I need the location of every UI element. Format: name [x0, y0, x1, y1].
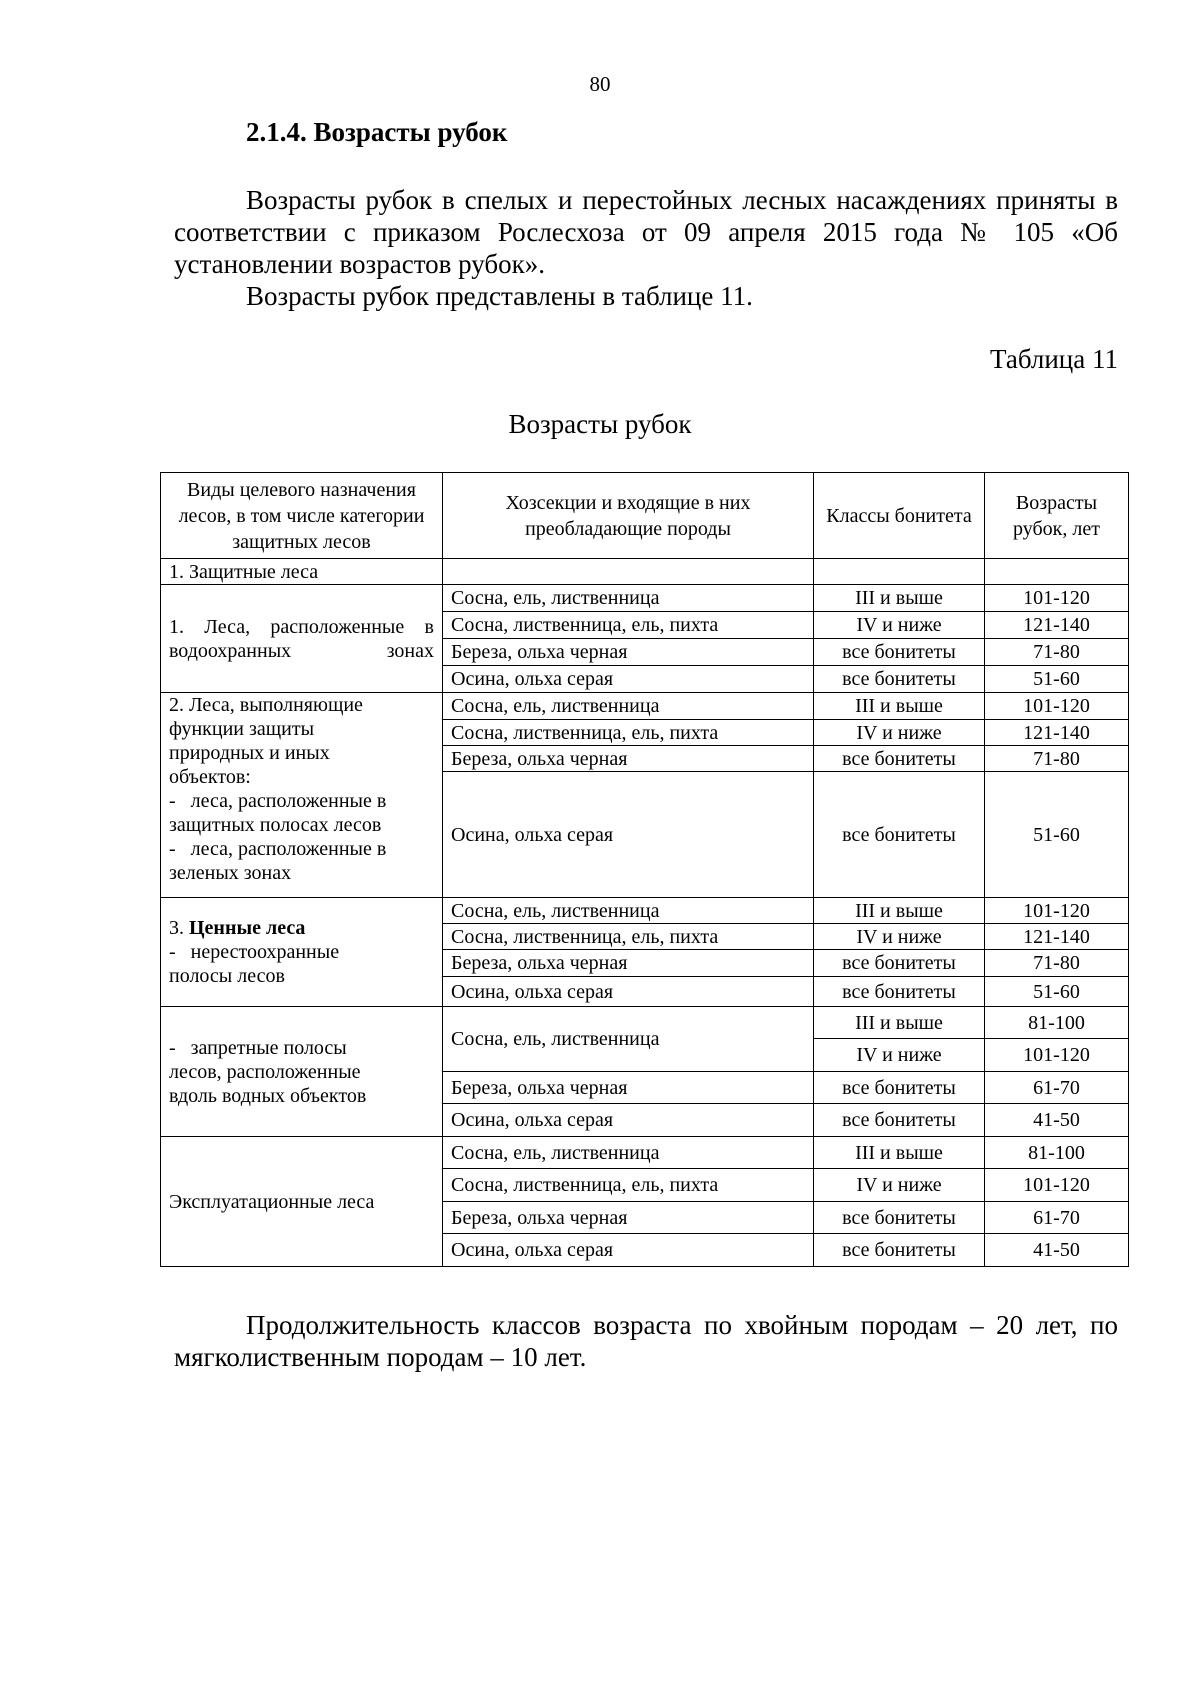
site-class-cell: III и выше — [814, 585, 985, 612]
age-cell: 71-80 — [985, 950, 1129, 977]
site-class-cell: III и выше — [814, 1137, 985, 1169]
age-cell: 41-50 — [985, 1104, 1129, 1137]
age-cell: 71-80 — [985, 746, 1129, 772]
table-row — [161, 693, 1129, 720]
category-forbidden-strips: - запретные полосы лесов, расположенные вдоль водных объектов — [161, 1007, 443, 1137]
site-class-cell: III и выше — [814, 1007, 985, 1039]
site-class-cell: IV и ниже — [814, 924, 985, 950]
species-cell: Сосна, ель, лиственница — [443, 1007, 814, 1072]
section-heading: 2.1.4. Возрасты рубок — [246, 117, 508, 147]
age-cell: 51-60 — [985, 772, 1129, 898]
species-cell: Сосна, ель, лиственница — [443, 898, 814, 924]
age-cell: 121-140 — [985, 612, 1129, 639]
table-row — [161, 559, 1129, 585]
site-class-cell: все бонитеты — [814, 666, 985, 693]
table-header-row — [161, 473, 1129, 559]
category-exploitation-forests: Эксплуатационные леса — [161, 1137, 443, 1267]
site-class-cell: все бонитеты — [814, 1104, 985, 1137]
table-row — [161, 898, 1129, 924]
species-cell: Сосна, ель, лиственница — [443, 585, 814, 612]
category-protection-functions: 2. Леса, выполняющие функции защиты природных и иных объектов: - леса, расположенные в защитных полосах лесов - леса, расположенные в зеленых зонах — [161, 693, 443, 898]
age-cell: 101-120 — [985, 1039, 1129, 1072]
paragraph-intro: Возрасты рубок в спелых и перестойных лесных насаждениях приняты в соответствии с приказом Рослесхоза от 09 апреля 2015 года № 105 «Об установлении возрастов рубок». — [174, 185, 1118, 279]
paragraph-reference: Возрасты рубок представлены в таблице 11. — [246, 281, 753, 311]
age-cell: 101-120 — [985, 693, 1129, 720]
site-class-cell: III и выше — [814, 693, 985, 720]
table-row — [161, 1007, 1129, 1039]
cutting-ages-table — [160, 472, 1129, 1267]
age-cell: 61-70 — [985, 1202, 1129, 1234]
age-cell: 101-120 — [985, 1169, 1129, 1202]
page-number: 80 — [589, 72, 611, 96]
species-cell: Сосна, лиственница, ель, пихта — [443, 720, 814, 746]
site-class-cell: IV и ниже — [814, 1039, 985, 1072]
species-cell: Береза, ольха черная — [443, 639, 814, 666]
age-cell: 81-100 — [985, 1007, 1129, 1039]
age-cell: 71-80 — [985, 639, 1129, 666]
site-class-cell: все бонитеты — [814, 950, 985, 977]
species-cell: Осина, ольха серая — [443, 1104, 814, 1137]
site-class-cell: все бонитеты — [814, 1234, 985, 1267]
age-cell: 101-120 — [985, 585, 1129, 612]
header-forest-purpose: Виды целевого назначения лесов, в том числе категории защитных лесов — [161, 473, 443, 559]
age-cell: 51-60 — [985, 977, 1129, 1007]
species-cell: Сосна, лиственница, ель, пихта — [443, 1169, 814, 1202]
group-title-protective: 1. Защитные леса — [161, 559, 443, 585]
age-cell: 81-100 — [985, 1137, 1129, 1169]
species-cell: Сосна, ель, лиственница — [443, 1137, 814, 1169]
site-class-cell: IV и ниже — [814, 720, 985, 746]
species-cell: Береза, ольха черная — [443, 746, 814, 772]
site-class-cell: все бонитеты — [814, 1072, 985, 1104]
species-cell: Сосна, лиственница, ель, пихта — [443, 924, 814, 950]
species-cell: Береза, ольха черная — [443, 1072, 814, 1104]
header-species: Хозсекции и входящие в них преобладающие породы — [443, 473, 814, 559]
species-cell: Сосна, лиственница, ель, пихта — [443, 612, 814, 639]
site-class-cell: IV и ниже — [814, 1169, 985, 1202]
table-row — [161, 585, 1129, 612]
age-cell: 41-50 — [985, 1234, 1129, 1267]
species-cell: Осина, ольха серая — [443, 666, 814, 693]
species-cell: Береза, ольха черная — [443, 1202, 814, 1234]
age-cell: 51-60 — [985, 666, 1129, 693]
paragraph-age-class-duration: Продолжительность классов возраста по хвойным породам – 20 лет, по мягколиственным породам – 10 лет. — [174, 1310, 1118, 1372]
header-cutting-age: Возрасты рубок, лет — [985, 473, 1129, 559]
site-class-cell: все бонитеты — [814, 639, 985, 666]
site-class-cell: IV и ниже — [814, 612, 985, 639]
category-valuable-forests: 3. Ценные леса - нерестоохранные полосы лесов — [161, 898, 443, 1007]
species-cell: Осина, ольха серая — [443, 977, 814, 1007]
age-cell: 121-140 — [985, 924, 1129, 950]
site-class-cell: все бонитеты — [814, 1202, 985, 1234]
site-class-cell: все бонитеты — [814, 746, 985, 772]
age-cell: 61-70 — [985, 1072, 1129, 1104]
species-cell: Сосна, ель, лиственница — [443, 693, 814, 720]
species-cell: Осина, ольха серая — [443, 1234, 814, 1267]
site-class-cell: все бонитеты — [814, 977, 985, 1007]
table-row — [161, 1137, 1129, 1169]
age-cell: 101-120 — [985, 898, 1129, 924]
site-class-cell: все бонитеты — [814, 772, 985, 898]
species-cell: Осина, ольха серая — [443, 772, 814, 898]
species-cell: Береза, ольха черная — [443, 950, 814, 977]
table-label: Таблица 11 — [990, 344, 1118, 374]
age-cell: 121-140 — [985, 720, 1129, 746]
header-site-class: Классы бонитета — [814, 473, 985, 559]
table-title: Возрасты рубок — [508, 409, 692, 439]
category-water-protection: 1. Леса, расположенные в водоохранных зонах — [161, 585, 443, 693]
site-class-cell: III и выше — [814, 898, 985, 924]
